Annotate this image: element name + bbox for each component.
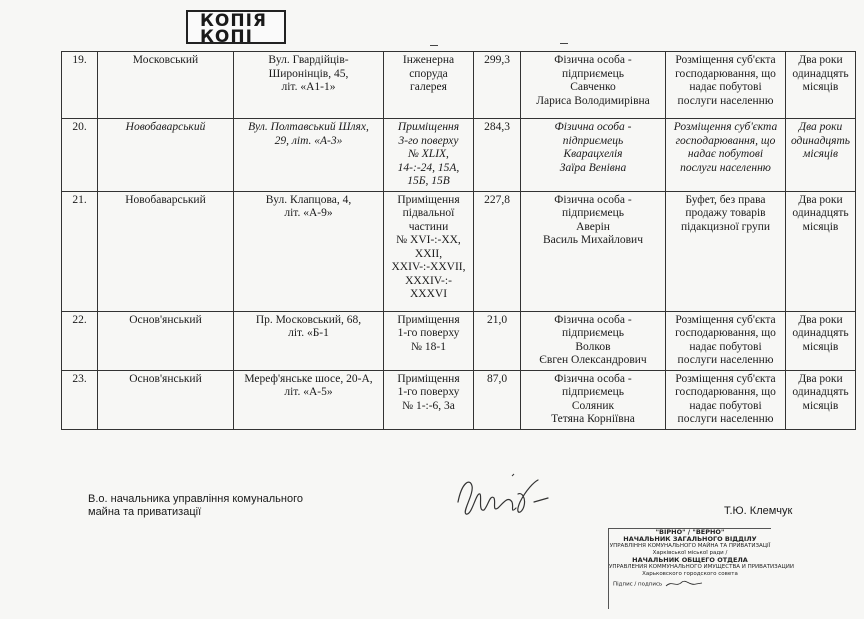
premises-cell xyxy=(384,52,474,119)
area-cell: 21,0 xyxy=(474,311,521,370)
tenant-cell-line: Фізична особа - xyxy=(554,313,632,326)
purpose-cell-line: господарювання, що xyxy=(675,67,776,80)
term-cell-line: Два роки xyxy=(798,372,843,385)
tenant-cell xyxy=(521,119,666,192)
tenant-cell-line: Заїра Венівна xyxy=(559,161,627,174)
stamp-sign-label: Підпис / подпись xyxy=(613,581,663,588)
address-cell-line: Вул. Клапцова, 4, xyxy=(265,193,352,206)
premises-cell xyxy=(384,370,474,429)
area-cell: 87,0 xyxy=(474,370,521,429)
stamp-line: "ВІРНО" / "ВЕРНО" xyxy=(655,528,725,536)
purpose-cell-line: господарювання, що xyxy=(675,386,776,398)
purpose-cell-line: послуги населенню xyxy=(677,413,774,425)
tenant-cell-line: Фізична особа - xyxy=(554,54,632,66)
stamp-line: Харьковского городского совета xyxy=(642,571,738,577)
stamp-line: НАЧАЛЬНИК ЗАГАЛЬНОГО ВІДДІЛУ xyxy=(623,535,757,543)
purpose-cell xyxy=(666,52,786,119)
tenant-cell-line: Фізична особа - xyxy=(554,193,632,206)
row-number: 23. xyxy=(62,370,98,429)
tenant-cell-line: підприємець xyxy=(562,134,624,147)
stamp-sign-row xyxy=(609,580,771,589)
term-cell xyxy=(786,119,856,192)
signatory-position xyxy=(88,493,303,519)
purpose-cell-line: підакцизної групи xyxy=(680,220,771,233)
premises-cell-line: споруда xyxy=(409,67,448,80)
term-cell-line: місяців xyxy=(802,399,839,412)
purpose-cell xyxy=(666,191,786,311)
term-cell xyxy=(786,370,856,429)
premises-table xyxy=(61,51,856,430)
row-number: 19. xyxy=(62,52,98,119)
purpose-cell-line: надає побутові xyxy=(687,148,764,160)
purpose-cell xyxy=(666,119,786,192)
address-cell-line: Вул. Полтавський Шлях, xyxy=(248,121,369,133)
row-number: 21. xyxy=(62,191,98,311)
stamp-line: НАЧАЛЬНИК ОБЩЕГО ОТДЕЛА xyxy=(632,556,748,564)
purpose-cell-line: послуги населенню xyxy=(677,94,774,107)
table-row xyxy=(62,311,856,370)
premises-cell-line: 3-го поверху xyxy=(398,134,459,147)
address-cell-line: Мереф'янське шосе, 20-А, xyxy=(244,372,373,385)
address-cell xyxy=(234,52,384,119)
purpose-cell-line: послуги населенню xyxy=(677,354,774,366)
address-cell-line: Пр. Московський, 68, xyxy=(255,313,362,326)
stamp-line: УПРАВЛІННЯ КОМУНАЛЬНОГО МАЙНА ТА ПРИВАТИЗАЦІЇ xyxy=(609,543,771,549)
district-cell: Основ'янський xyxy=(98,370,234,429)
premises-cell-line: Приміщення xyxy=(397,193,460,206)
term-cell-line: Два роки xyxy=(798,54,843,66)
premises-cell xyxy=(384,191,474,311)
handwritten-signature xyxy=(452,472,552,522)
premises-cell xyxy=(384,119,474,192)
address-cell-line: літ. «Б-1 xyxy=(288,327,329,339)
tenant-cell-line: Кварацхелія xyxy=(563,148,623,160)
purpose-cell-line: Розміщення суб'єкта xyxy=(673,121,778,133)
term-cell xyxy=(786,311,856,370)
tenant-cell-line: підприємець xyxy=(562,386,624,398)
premises-cell-line: Приміщення xyxy=(397,372,460,385)
purpose-cell-line: продажу товарів xyxy=(685,207,766,219)
premises-cell-line: підвальної xyxy=(402,207,455,219)
purpose-cell-line: надає побутові xyxy=(689,399,762,412)
tenant-cell-line: Волков xyxy=(575,340,611,353)
premises-cell-line: XXII, xyxy=(414,247,443,260)
term-cell xyxy=(786,191,856,311)
copy-stamp-line1: КОПІЯ xyxy=(200,11,267,31)
purpose-cell-line: Розміщення суб'єкта xyxy=(675,313,776,326)
purpose-cell-line: надає побутові xyxy=(689,340,762,353)
address-cell-line: Вул. Гвардійців- xyxy=(268,54,349,66)
purpose-cell-line: господарювання, що xyxy=(675,327,776,339)
premises-cell-line: № 1-:-6, 3а xyxy=(402,399,455,412)
copy-stamp xyxy=(186,10,286,47)
premises-cell-line: Приміщення xyxy=(397,313,460,326)
purpose-cell xyxy=(666,370,786,429)
term-cell-line: місяців xyxy=(802,220,839,233)
purpose-cell-line: Розміщення суб'єкта xyxy=(675,54,776,66)
purpose-cell-line: Розміщення суб'єкта xyxy=(675,372,776,385)
district-cell: Основ'янський xyxy=(98,311,234,370)
purpose-cell-line: надає побутові xyxy=(689,81,762,93)
table-row xyxy=(62,52,856,119)
position-line: В.о. начальника управління комунального xyxy=(88,493,303,505)
premises-cell-line: № XLIX, xyxy=(408,148,449,160)
table-row xyxy=(62,370,856,429)
signatory-name: Т.Ю. Клемчук xyxy=(724,505,793,517)
scan-mark xyxy=(560,43,568,44)
stamp-line: УПРАВЛЕНИЯ КОММУНАЛЬНОГО ИМУЩЕСТВА И ПРИВАТИЗАЦИИ xyxy=(609,564,794,570)
tenant-cell-line: підприємець xyxy=(562,327,624,339)
district-cell: Новобаварський xyxy=(98,191,234,311)
scan-mark xyxy=(430,45,438,46)
term-cell-line: місяців xyxy=(803,148,838,160)
area-cell: 227,8 xyxy=(474,191,521,311)
premises-cell-line: 1-го поверху xyxy=(397,386,460,398)
tenant-cell-line: Лариса Володимирівна xyxy=(536,94,650,107)
purpose-cell-line: Буфет, без права xyxy=(685,193,766,206)
premises-cell-line: XXIV-:-XXVII, xyxy=(391,261,466,273)
address-cell-line: 29, літ. «А-3» xyxy=(274,134,343,147)
tenant-cell-line: підприємець xyxy=(562,67,624,80)
address-cell xyxy=(234,370,384,429)
address-cell xyxy=(234,191,384,311)
premises-cell-line: Інженерна xyxy=(402,54,455,66)
tenant-cell xyxy=(521,370,666,429)
premises-cell-line: № 18-1 xyxy=(411,340,446,353)
area-cell: 299,3 xyxy=(474,52,521,119)
area-cell: 284,3 xyxy=(474,119,521,192)
term-cell-line: одинадцять xyxy=(792,67,849,80)
position-line: майна та приватизації xyxy=(88,506,202,518)
table-row xyxy=(62,119,856,192)
term-cell-line: одинадцять xyxy=(792,327,849,339)
address-cell xyxy=(234,119,384,192)
term-cell-line: місяців xyxy=(802,340,839,353)
premises-cell-line: № XVI-:-XX, xyxy=(396,234,461,246)
term-cell-line: одинадцять xyxy=(792,386,849,398)
tenant-cell-line: Савченко xyxy=(570,81,616,93)
term-cell xyxy=(786,52,856,119)
copy-stamp-line2: КОПІ xyxy=(200,27,253,47)
tenant-cell-line: Тетяна Корніївна xyxy=(551,413,635,425)
address-cell-line: літ. «А1-1» xyxy=(281,81,336,93)
term-cell-line: одинадцять xyxy=(792,207,849,219)
premises-cell-line: галерея xyxy=(410,81,447,93)
purpose-cell-line: послуги населенню xyxy=(680,161,771,174)
premises-cell-line: 1-го поверху xyxy=(397,327,460,339)
term-cell-line: місяців xyxy=(802,81,839,93)
tenant-cell xyxy=(521,191,666,311)
table-row xyxy=(62,191,856,311)
premises-cell-line: XXXIV-:- xyxy=(405,274,452,287)
tenant-cell-line: Василь Михайлович xyxy=(543,234,643,246)
row-number: 20. xyxy=(62,119,98,192)
tenant-cell xyxy=(521,311,666,370)
premises-cell-line: 15Б, 15В xyxy=(407,175,450,187)
premises-cell-line: Приміщення xyxy=(397,121,460,133)
row-number: 22. xyxy=(62,311,98,370)
premises-cell-line: 14-:-24, 15А, xyxy=(397,161,460,174)
tenant-cell-line: Соляник xyxy=(571,399,615,412)
district-cell: Новобаварський xyxy=(98,119,234,192)
tenant-cell-line: Аверін xyxy=(576,220,610,233)
address-cell-line: літ. «А-9» xyxy=(284,207,333,219)
term-cell-line: Два роки xyxy=(798,121,843,133)
certification-stamp xyxy=(608,528,794,609)
stamp-signature-scribble xyxy=(664,580,704,588)
district-cell: Московський xyxy=(98,52,234,119)
tenant-cell xyxy=(521,52,666,119)
stamp-line: Харківської міської ради / xyxy=(652,550,728,556)
purpose-cell-line: господарювання, що xyxy=(675,134,776,147)
purpose-cell xyxy=(666,311,786,370)
address-cell xyxy=(234,311,384,370)
term-cell-line: Два роки xyxy=(798,193,843,206)
tenant-cell-line: Євген Олександрович xyxy=(539,354,647,366)
tenant-cell-line: Фізична особа - xyxy=(554,121,632,133)
premises-cell-line: XXXVI xyxy=(409,288,448,300)
address-cell-line: літ. «А-5» xyxy=(284,386,333,398)
tenant-cell-line: Фізична особа - xyxy=(554,372,632,385)
tenant-cell-line: підприємець xyxy=(562,207,624,219)
address-cell-line: Широнінців, 45, xyxy=(268,67,349,80)
term-cell-line: Два роки xyxy=(798,313,843,326)
premises-cell-line: частини xyxy=(408,220,449,233)
term-cell-line: одинадцять xyxy=(790,134,851,147)
premises-cell xyxy=(384,311,474,370)
